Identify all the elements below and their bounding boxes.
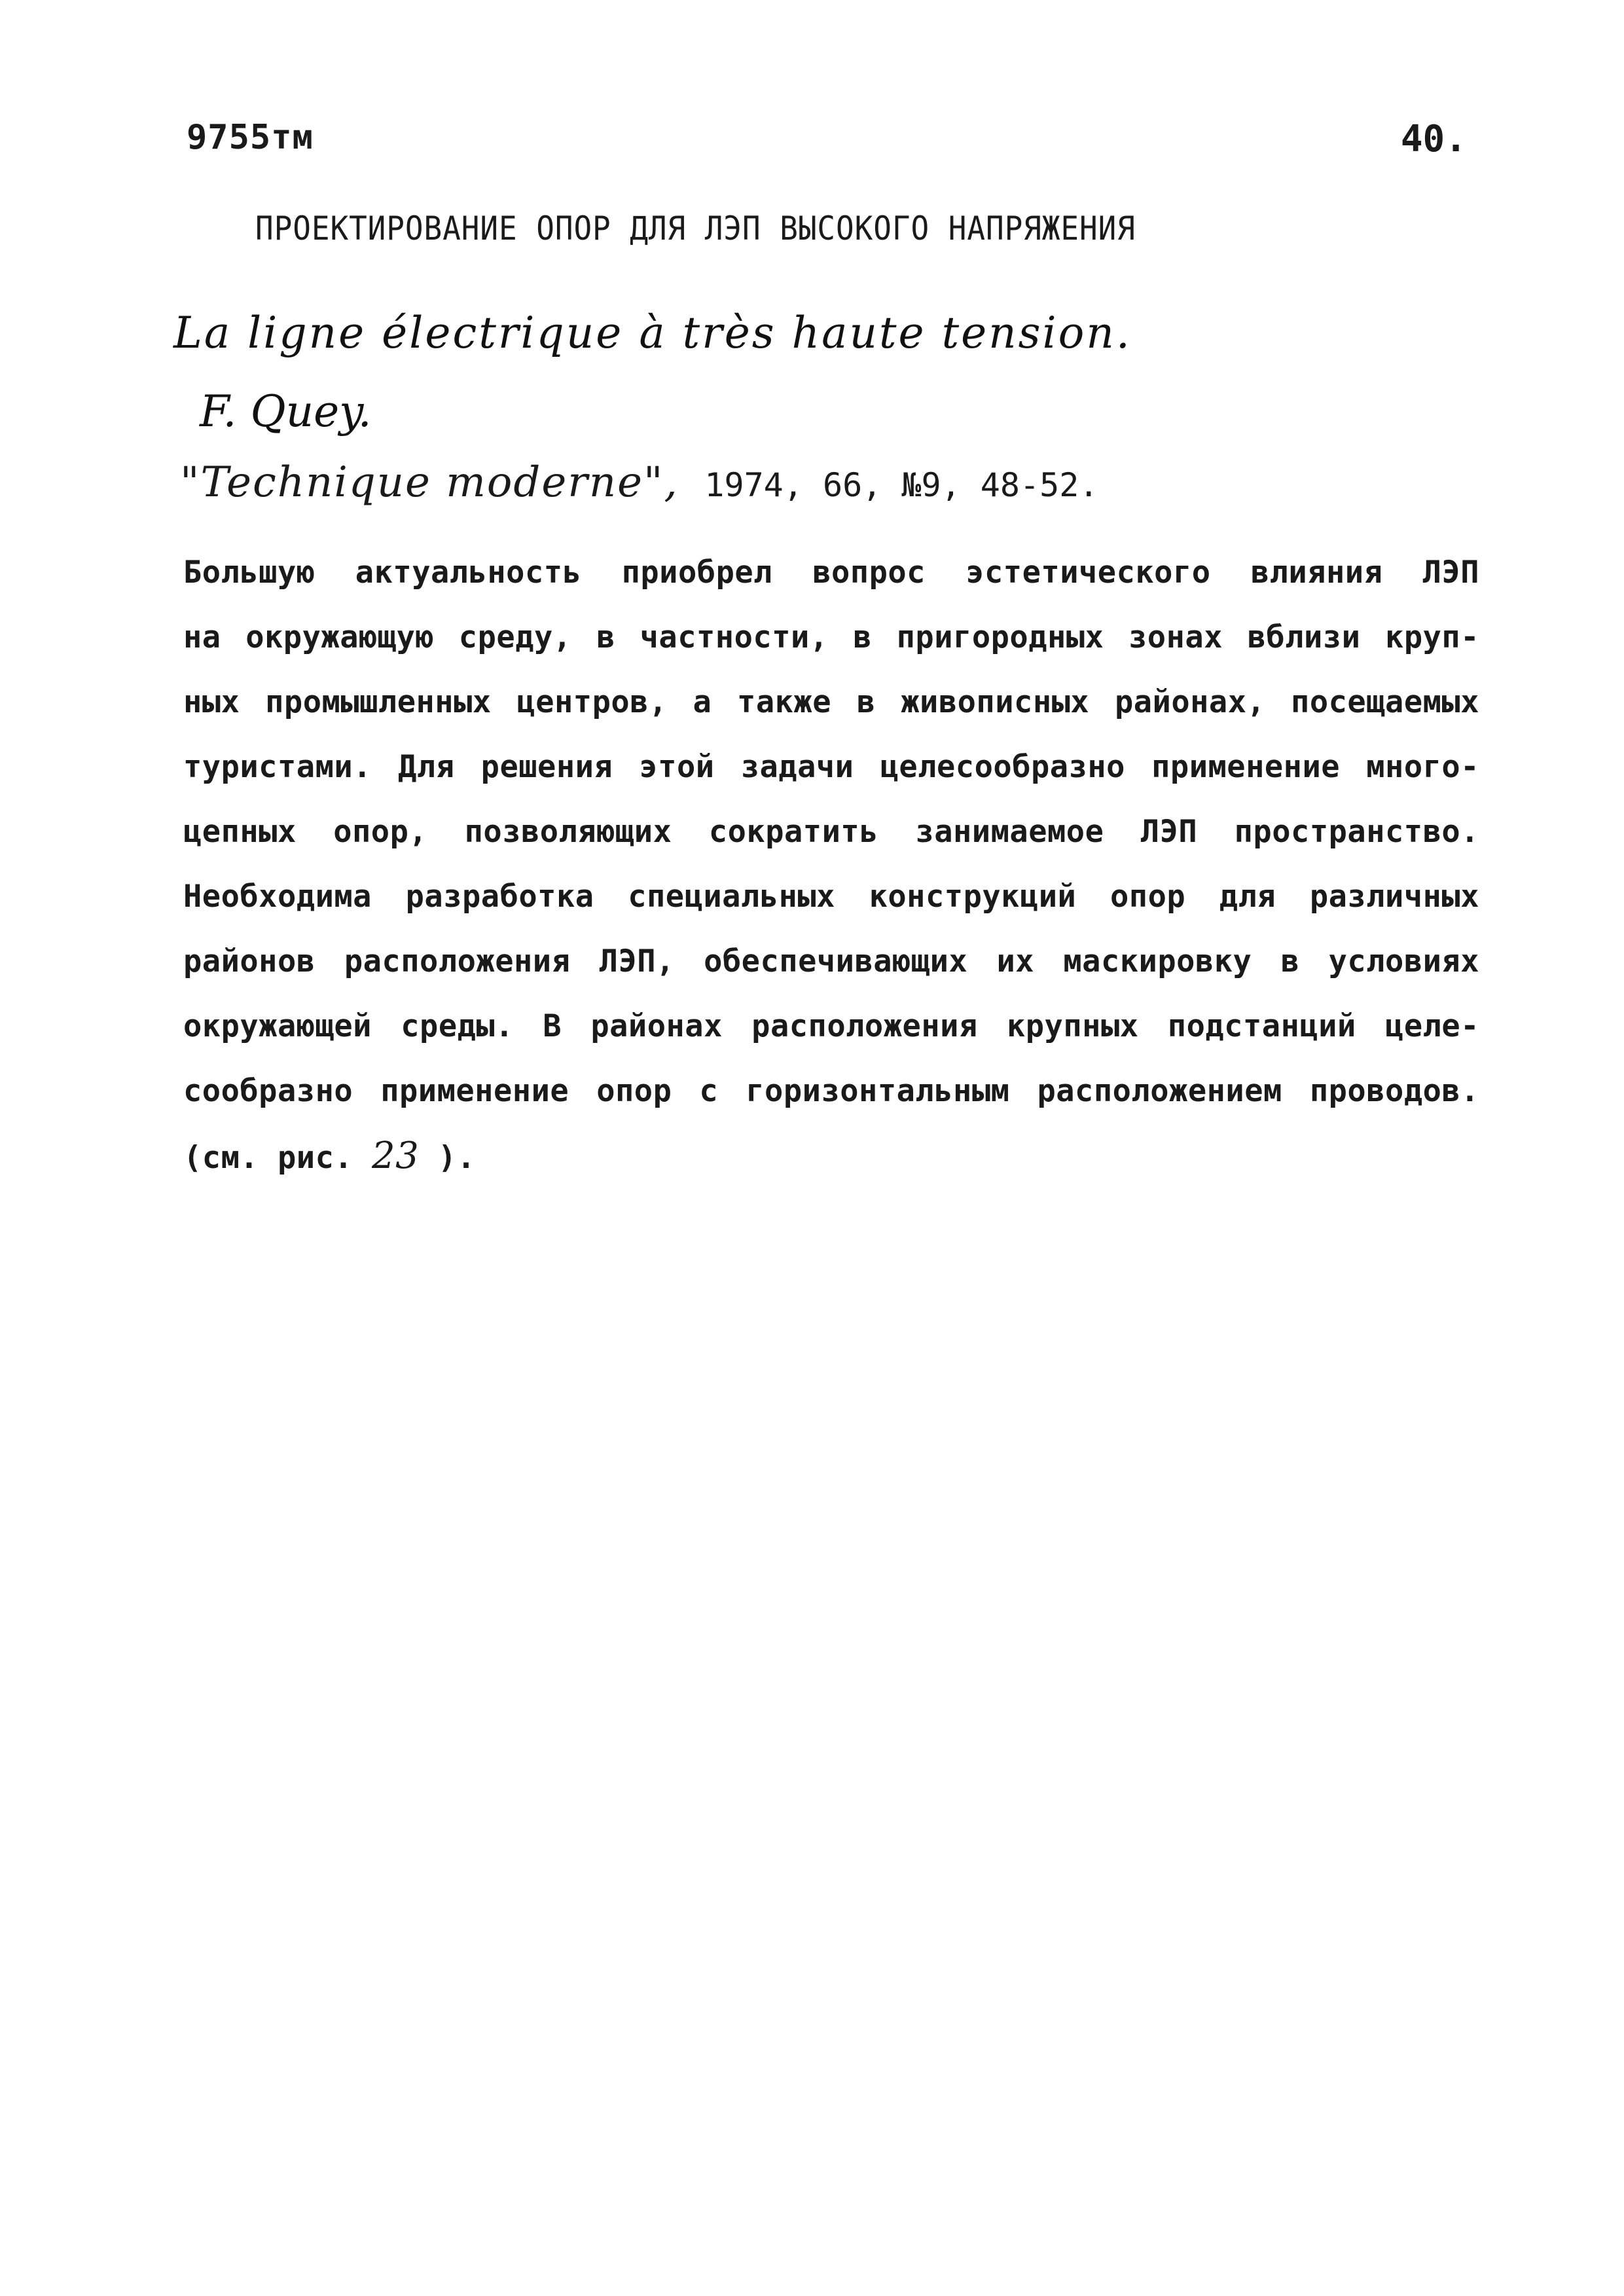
figure-ref-suffix: ). — [438, 1140, 476, 1176]
publication-details: 1974, 66, №9, 48-52. — [704, 466, 1099, 504]
text-line: ных промышленных центров, а также в живописных районах, посещаемых — [183, 684, 1479, 720]
text-line-last — [183, 1123, 1479, 1190]
text-line: районов расположения ЛЭП, обеспечивающих их маскировку в условиях — [183, 943, 1479, 979]
journal-name-handwritten: "Technique moderne", — [180, 458, 679, 507]
text-line: окружающей среды. В районах расположения крупных подстанций целе- — [183, 1008, 1479, 1044]
document-code: 9755тм — [187, 118, 314, 157]
text-line: Необходима разработка специальных конструкций опор для различных — [183, 879, 1479, 915]
text-line: сообразно применение опор с горизонтальным расположением проводов. — [183, 1073, 1479, 1109]
original-title-handwritten: La ligne électrique à très haute tension. — [173, 308, 1132, 358]
author-handwritten: F. Quey. — [200, 386, 372, 437]
text-line: цепных опор, позволяющих сократить занимаемое ЛЭП пространство. — [183, 814, 1479, 850]
figure-ref-prefix: (см. рис. — [183, 1140, 353, 1176]
text-line: на окружающую среду, в частности, в пригородных зонах вблизи круп- — [183, 619, 1479, 655]
citation — [180, 458, 1098, 507]
text-line: туристами. Для решения этой задачи целесообразно применение много- — [183, 749, 1479, 785]
abstract-text — [183, 540, 1479, 1190]
page-title: ПРОЕКТИРОВАНИЕ ОПОР ДЛЯ ЛЭП ВЫСОКОГО НАПРЯЖЕНИЯ — [255, 210, 1136, 247]
figure-number-handwritten: 23 — [371, 1135, 420, 1177]
text-line: Большую актуальность приобрел вопрос эстетического влияния ЛЭП — [183, 555, 1479, 591]
page-number: 40. — [1400, 118, 1467, 160]
